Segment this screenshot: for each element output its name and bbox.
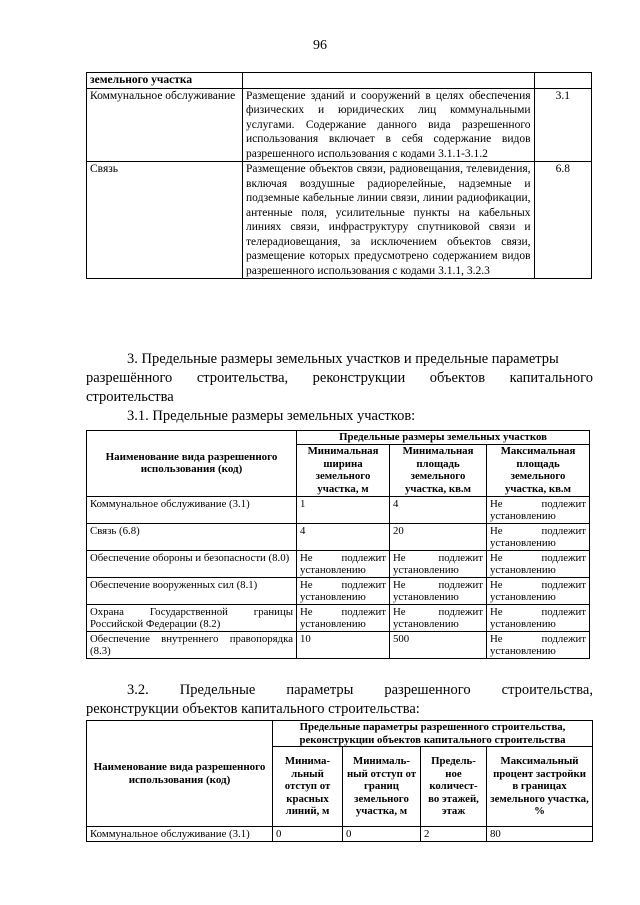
table-row: Охрана Государственной границы Российской Федерации (8.2) Не подлежит установлению Не подлежит установлению Не подлежит установлению xyxy=(87,604,590,631)
use-description: Размещение объектов связи, радиовещания, телевидения, включая воздушные радиорелейные, надземные и подземные кабельные линии связи, линии радиофикации, антенные поля, усилительные пункты на кабельных линиях связи, инфраструктуру спутниковой связи и телерадиовещания, за исключением объектов связи, размещение которых предусмотрено содержанием видов разрешенного использования с кодами 3.1.1, 3.2.3 xyxy=(243,162,535,279)
section-3-line-2: разрешённого строительства, реконструкции объектов капитального xyxy=(86,370,593,386)
use-code: 6.8 xyxy=(534,162,591,279)
use-description: Размещение зданий и сооружений в целях обеспечения физических и юридических лиц коммунальными услугами. Содержание данного вида разрешенного использования включает в себя содержание видов разрешенного использования с кодами 3.1.1-3.1.2 xyxy=(243,88,535,162)
land-plot-size-limits-table xyxy=(86,430,590,659)
column-header-max-floors: Предель-ное количест-во этажей, этаж xyxy=(421,747,487,827)
subsection-3-1-title: 3.1. Предельные размеры земельных участков: xyxy=(127,408,416,424)
table-row: Коммунальное обслуживание (3.1) 1 4 Не подлежит установлению xyxy=(87,496,590,523)
column-header-min-width: Минимальная ширина земельного участка, м xyxy=(297,444,390,496)
table-row xyxy=(87,88,592,162)
subsection-3-2-line-2: реконструкции объектов капитального строительства: xyxy=(86,701,420,717)
column-header-min-area: Минимальная площадь земельного участка, кв.м xyxy=(390,444,487,496)
column-header-max-coverage: Максимальный процент застройки в границах земельного участка, % xyxy=(487,747,593,827)
table-row: Обеспечение обороны и безопасности (8.0) Не подлежит установлению Не подлежит установлению Не подлежит установлению xyxy=(87,550,590,577)
column-header-boundary-setback: Минималь-ный отступ от границ земельного участка, м xyxy=(343,747,421,827)
group-header: Предельные параметры разрешенного строительства, реконструкции объектов капитального строительства xyxy=(273,721,593,747)
page-number: 96 xyxy=(313,38,327,53)
table-row xyxy=(87,162,592,279)
use-code: 3.1 xyxy=(534,88,591,162)
use-name: Коммунальное обслуживание xyxy=(87,88,243,162)
table-header-continuation: земельного участка xyxy=(87,73,243,89)
construction-parameters-table xyxy=(86,720,593,842)
section-3-line-1: 3. Предельные размеры земельных участков и предельные параметры xyxy=(127,351,559,367)
column-header-use-type: Наименование вида разрешенного использования (код) xyxy=(87,431,297,497)
column-header-max-area: Максимальная площадь земельного участка, кв.м xyxy=(487,444,590,496)
column-header-red-line-setback: Минима-льный отступ от красных линий, м xyxy=(273,747,343,827)
use-name: Связь xyxy=(87,162,243,279)
column-header-use-type: Наименование вида разрешенного использования (код) xyxy=(87,721,273,827)
group-header: Предельные размеры земельных участков xyxy=(297,431,590,445)
land-use-types-table xyxy=(86,72,592,279)
section-3-line-3: строительства xyxy=(86,389,174,405)
table-row: Обеспечение внутреннего правопорядка (8.3) 10 500 Не подлежит установлению xyxy=(87,631,590,658)
table-row: Связь (6.8) 4 20 Не подлежит установлению xyxy=(87,523,590,550)
subsection-3-2-line-1: 3.2. Предельные параметры разрешенного строительства, xyxy=(127,682,593,698)
table-row: Обеспечение вооруженных сил (8.1) Не подлежит установлению Не подлежит установлению Не подлежит установлению xyxy=(87,577,590,604)
table-row: Коммунальное обслуживание (3.1) 0 0 2 80 xyxy=(87,827,593,842)
